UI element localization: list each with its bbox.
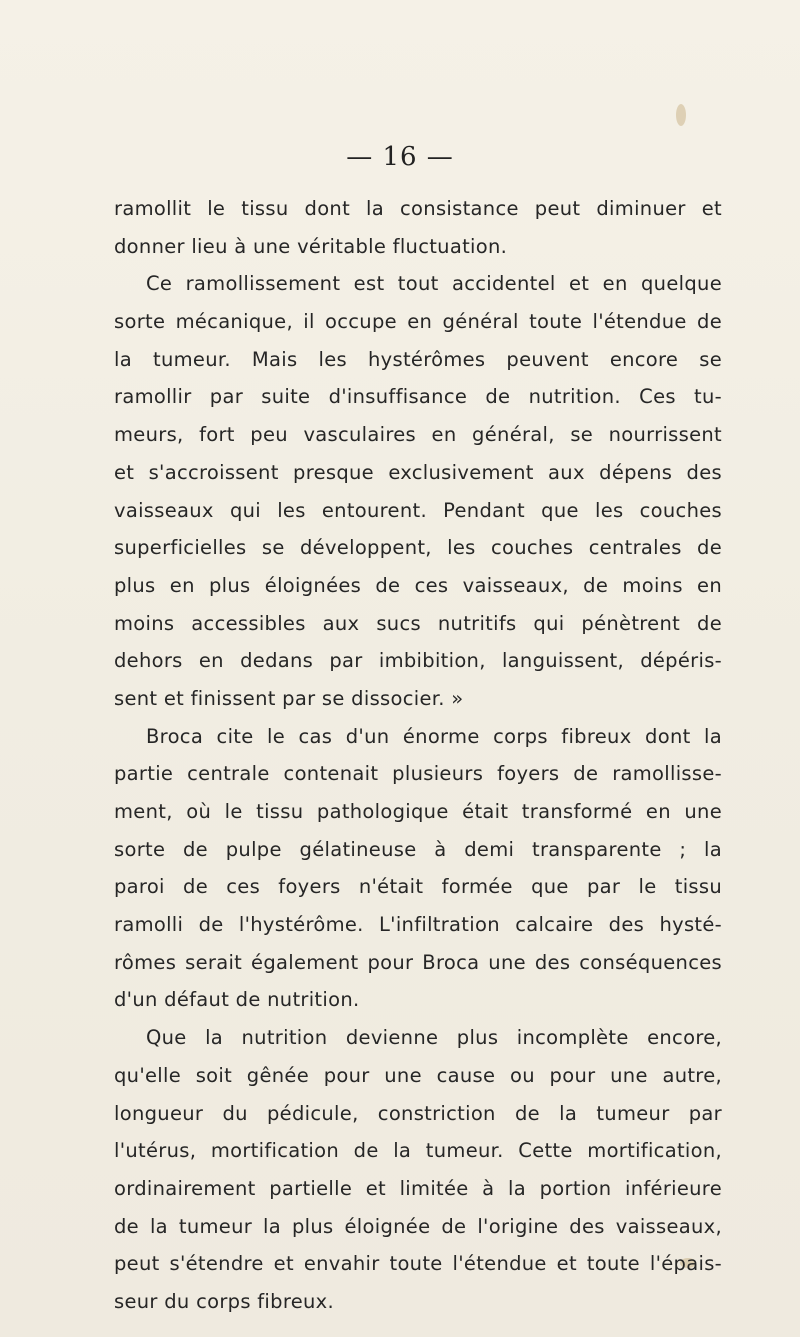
text-line: Ce ramollissement est tout accidentel et en quelque xyxy=(146,272,722,296)
text-line: superficielles se développent, les couches centrales de xyxy=(114,536,722,560)
text-line: peut s'étendre et envahir toute l'étendue et toute l'épais- xyxy=(114,1252,722,1276)
text-line: qu'elle soit gênée pour une cause ou pour une autre, xyxy=(114,1063,722,1087)
text-line: partie centrale contenait plusieurs foyers de ramollisse- xyxy=(114,762,722,786)
text-line: ment, où le tissu pathologique était transformé en une xyxy=(114,800,722,823)
text-line: et s'accroissent presque exclusivement aux dépens des xyxy=(114,460,722,484)
text-line: ramolli de l'hystérôme. L'infiltration calcaire des hysté- xyxy=(114,913,722,937)
text-line: ramollir par suite d'insuffisance de nutrition. Ces tu- xyxy=(114,385,722,409)
page-number-header: — 16 — xyxy=(346,142,454,172)
text-line: meurs, fort peu vasculaires en général, se nourrissent xyxy=(114,423,722,447)
text-line: dehors en dedans par imbibition, languissent, dépéris- xyxy=(114,649,722,673)
text-line: moins accessibles aux sucs nutritifs qui pénètrent de xyxy=(114,611,722,635)
text-line: seur du corps fibreux. xyxy=(114,1289,335,1313)
text-line: donner lieu à une véritable fluctuation. xyxy=(114,234,508,258)
text-line: rômes serait également pour Broca une des conséquences xyxy=(114,950,722,974)
text-line: vaisseaux qui les entourent. Pendant que les couches xyxy=(114,498,722,522)
body-text xyxy=(114,190,722,1321)
text-line: sent et finissent par se dissocier. » xyxy=(114,686,464,710)
text-line: Broca cite le cas d'un énorme corps fibreux dont la xyxy=(146,724,722,748)
text-line: plus en plus éloignées de ces vaisseaux, de moins en xyxy=(114,573,722,597)
text-line: l'utérus, mortification de la tumeur. Cette mortification, xyxy=(114,1139,722,1163)
text-line: ordinairement partielle et limitée à la portion inférieure xyxy=(114,1176,722,1200)
text-line: Que la nutrition devienne plus incomplète encore, xyxy=(146,1026,722,1050)
ink-smudge-top xyxy=(676,104,686,126)
text-line: longueur du pédicule, constriction de la tumeur par xyxy=(114,1101,722,1125)
text-line: sorte de pulpe gélatineuse à demi transparente ; la xyxy=(114,837,722,861)
text-line: la tumeur. Mais les hystérômes peuvent encore se xyxy=(114,347,722,371)
text-line: sorte mécanique, il occupe en général toute l'étendue de xyxy=(114,310,722,334)
text-line: ramollit le tissu dont la consistance peut diminuer et xyxy=(114,197,722,220)
text-line: de la tumeur la plus éloignée de l'origine des vaisseaux, xyxy=(114,1214,722,1238)
text-line: paroi de ces foyers n'était formée que par le tissu xyxy=(114,875,722,899)
text-line: d'un défaut de nutrition. xyxy=(114,988,360,1012)
